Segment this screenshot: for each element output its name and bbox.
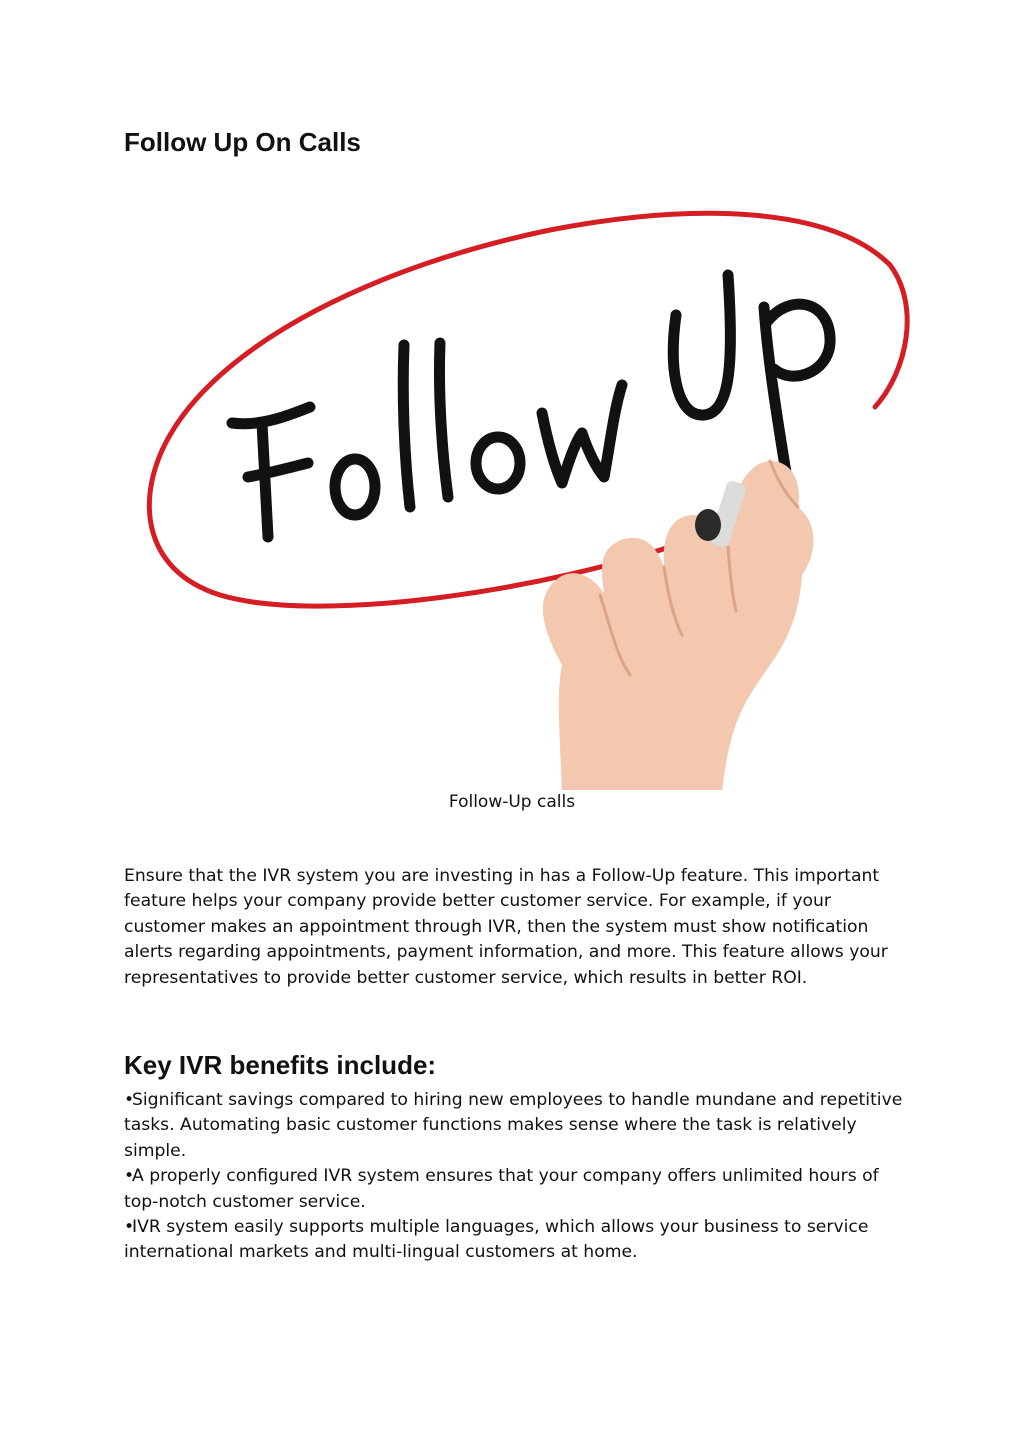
image-caption: Follow-Up calls <box>448 792 576 812</box>
follow-up-illustration <box>130 195 930 790</box>
benefits-list <box>124 1088 914 1266</box>
bullet-symbol: • <box>124 1217 135 1238</box>
page-title: Follow Up On Calls <box>124 127 361 157</box>
list-item-text: IVR system easily supports multiple languages, which allows your business to service international markets and multi-lingual customers at home. <box>124 1217 869 1263</box>
list-item <box>124 1164 914 1215</box>
list-item <box>124 1215 914 1266</box>
bullet-symbol: • <box>124 1090 135 1110</box>
list-item <box>124 1088 914 1164</box>
list-item-text: Significant savings compared to hiring new employees to handle mundane and repetitive tasks. Automating basic customer functions makes sense where the task is relatively simple. <box>124 1090 903 1161</box>
benefits-heading: Key IVR benefits include: <box>124 1050 437 1080</box>
body-paragraph: Ensure that the IVR system you are investing in has a Follow-Up feature. This important feature helps your company provide better customer service. For example, if your customer makes an appointment through IVR, then the system must show notification alerts regarding appointments, payment information, and more. This feature allows your representatives to provide better customer service, which results in better ROI. <box>124 866 888 988</box>
list-item-text: A properly configured IVR system ensures that your company offers unlimited hours of top-notch customer service. <box>124 1166 879 1212</box>
hand-holding-marker <box>543 461 814 790</box>
bullet-symbol: • <box>124 1166 135 1187</box>
